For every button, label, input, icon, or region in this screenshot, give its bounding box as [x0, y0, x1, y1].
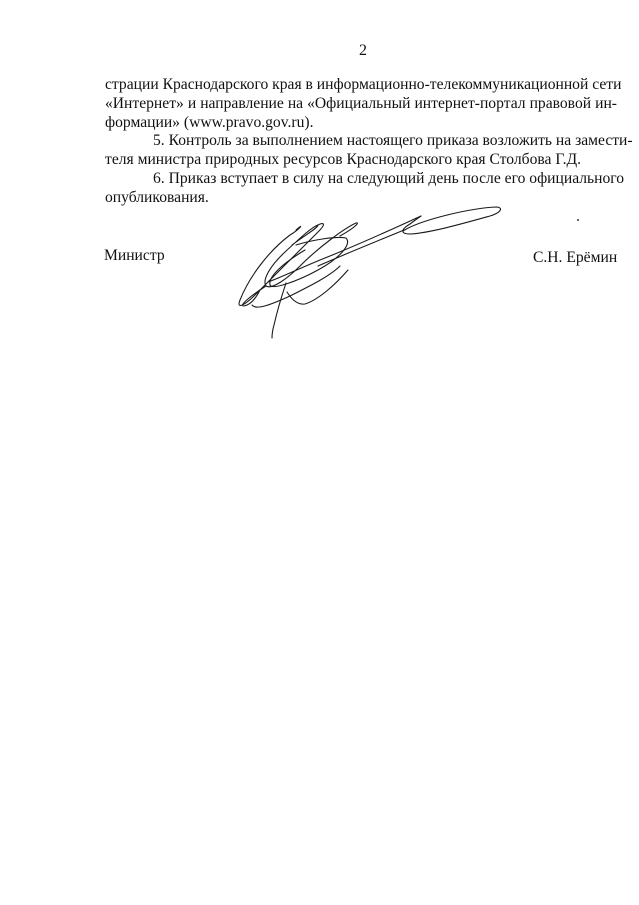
stray-mark — [577, 219, 579, 221]
paragraph-item-6-line: опубликования. — [105, 188, 209, 206]
page-number: 2 — [359, 42, 367, 59]
signatory-name: С.Н. Ерёмин — [533, 249, 618, 266]
paragraph-item-5-line: теля министра природных ресурсов Краснодарского края Столбова Г.Д. — [105, 151, 582, 169]
paragraph-item-6-line: 6. Приказ вступает в силу на следующий день после его официального — [153, 169, 625, 187]
paragraph-line: формации» (www.pravo.gov.ru). — [105, 113, 314, 131]
paragraph-line: страции Краснодарского края в информационно-телекоммуникационной сети — [105, 76, 622, 93]
document-body — [105, 76, 633, 208]
signatory-title: Министр — [104, 247, 165, 264]
paragraph-line: «Интернет» и направление на «Официальный интернет-портал правовой ин- — [105, 94, 617, 112]
paragraph-item-5-line: 5. Контроль за выполнением настоящего приказа возложить на замести- — [153, 132, 633, 150]
